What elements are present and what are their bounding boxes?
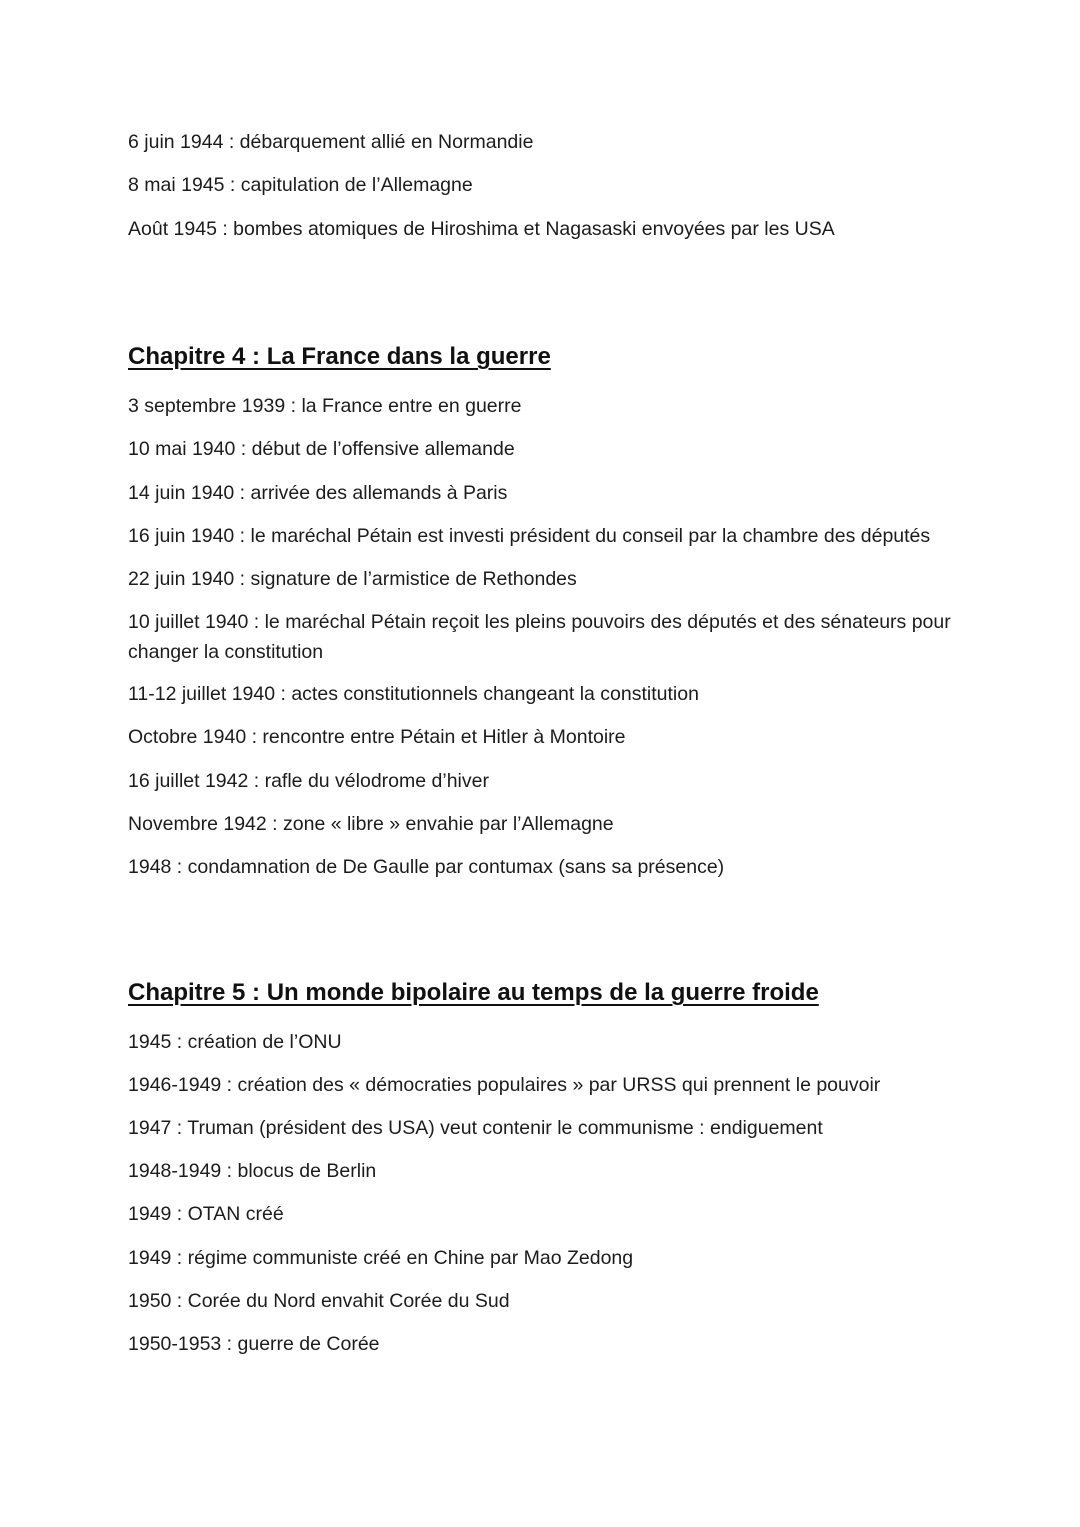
timeline-entry: Octobre 1940 : rencontre entre Pétain et Hitler à Montoire — [128, 726, 626, 748]
timeline-entry: 1950 : Corée du Nord envahit Corée du Sud — [128, 1290, 510, 1312]
timeline-entry: Novembre 1942 : zone « libre » envahie par l’Allemagne — [128, 813, 614, 835]
timeline-entry: 22 juin 1940 : signature de l’armistice de Rethondes — [128, 568, 577, 590]
timeline-entry: 16 juillet 1942 : rafle du vélodrome d’hiver — [128, 770, 489, 792]
timeline-entry: 8 mai 1945 : capitulation de l’Allemagne — [128, 174, 473, 196]
timeline-entry: 1947 : Truman (président des USA) veut contenir le communisme : endiguement — [128, 1117, 823, 1139]
timeline-entry: 14 juin 1940 : arrivée des allemands à Paris — [128, 482, 508, 504]
timeline-entry: 1948-1949 : blocus de Berlin — [128, 1160, 377, 1182]
timeline-entry: 1948 : condamnation de De Gaulle par contumax (sans sa présence) — [128, 856, 725, 878]
timeline-entry: 1946-1949 : création des « démocraties populaires » par URSS qui prennent le pouvoir — [128, 1074, 881, 1096]
timeline-entry: 1949 : régime communiste créé en Chine par Mao Zedong — [128, 1247, 634, 1269]
timeline-entry: 3 septembre 1939 : la France entre en guerre — [128, 395, 522, 417]
timeline-entry: 1950-1953 : guerre de Corée — [128, 1333, 380, 1355]
timeline-entry: 16 juin 1940 : le maréchal Pétain est investi président du conseil par la chambre des députés — [128, 525, 931, 547]
timeline-entry: 6 juin 1944 : débarquement allié en Normandie — [128, 131, 534, 153]
timeline-entry: 10 juillet 1940 : le maréchal Pétain reçoit les pleins pouvoirs des députés et des sénateurs pour changer la constitution — [128, 611, 951, 663]
timeline-entry: Août 1945 : bombes atomiques de Hiroshima et Nagasaski envoyées par les USA — [128, 218, 835, 240]
timeline-entry: 11-12 juillet 1940 : actes constitutionnels changeant la constitution — [128, 683, 699, 705]
chapter-5-heading: Chapitre 5 : Un monde bipolaire au temps de la guerre froide — [128, 979, 819, 1006]
timeline-entry: 1945 : création de l’ONU — [128, 1031, 342, 1053]
timeline-entry: 1949 : OTAN créé — [128, 1203, 284, 1225]
chapter-4-heading: Chapitre 4 : La France dans la guerre — [128, 343, 551, 370]
timeline-entry: 10 mai 1940 : début de l’offensive allemande — [128, 438, 515, 460]
